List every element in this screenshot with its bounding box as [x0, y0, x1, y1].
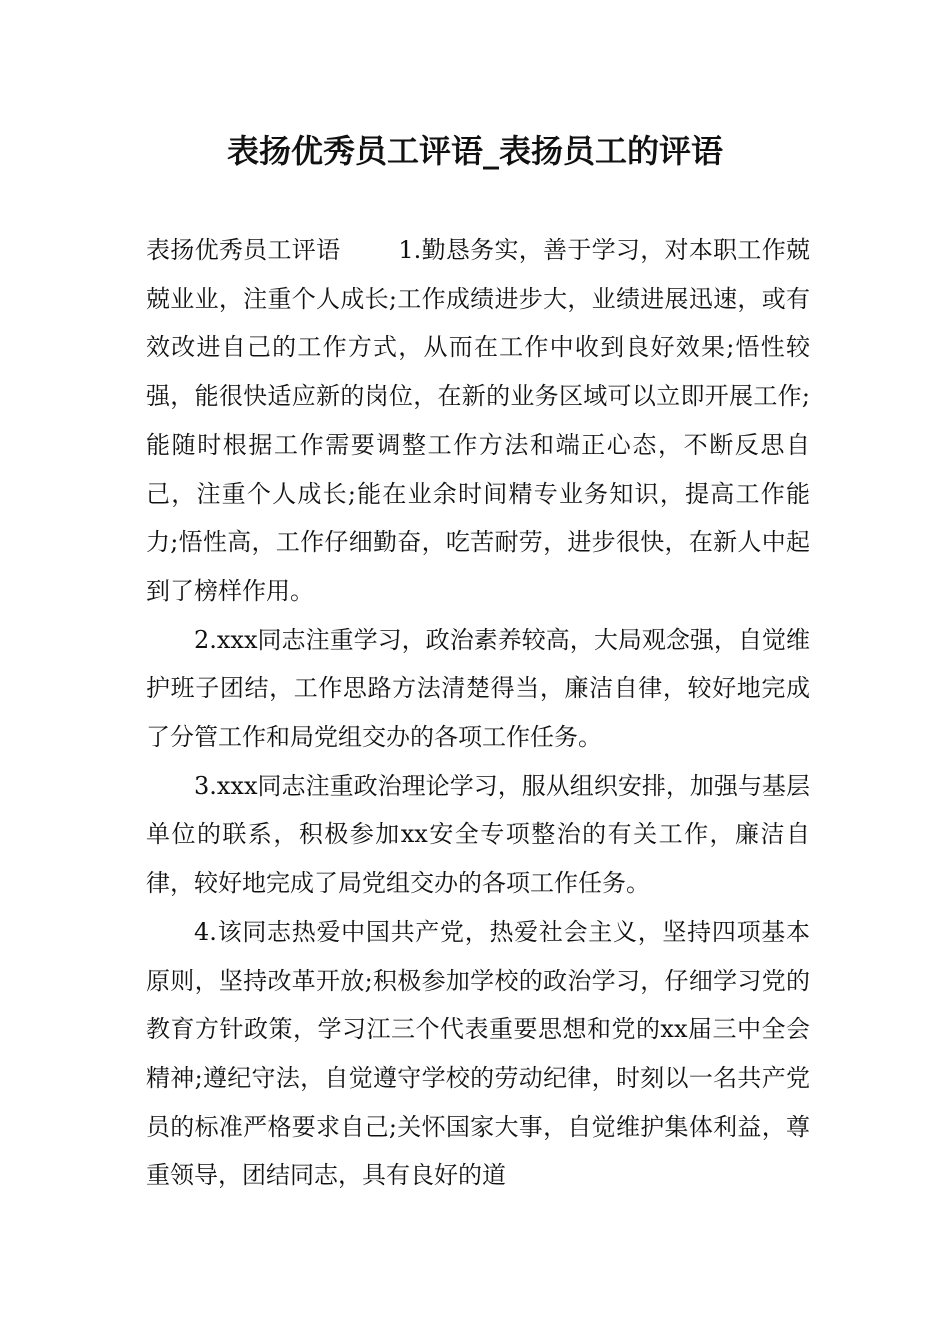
paragraph-1-text: 1.勤恳务实，善于学习，对本职工作兢兢业业，注重个人成长;工作成绩进步大，业绩进展迅速，或有效改进自己的工作方式，从而在工作中收到良好效果;悟性较强，能很快适应新的岗位，在新的业务区域可以立即开展工作;能随时根据工作需要调整工作方法和端正心态，不断反思自己，注重个人成长;能在业余时间精专业务知识，提高工作能力;悟性高，工作仔细勤奋，吃苦耐劳，进步很快，在新人中起到了榜样作用。 — [146, 236, 811, 605]
paragraph-4: 4.该同志热爱中国共产党，热爱社会主义，坚持四项基本原则，坚持改革开放;积极参加学校的政治学习，仔细学习党的教育方针政策，学习江三个代表重要思想和党的xx届三中全会精神;遵纪守法，自觉遵守学校的劳动纪律，时刻以一名共产党员的标准严格要求自己;关怀国家大事，自觉维护集体利益，尊重领导，团结同志，具有良好的道 — [146, 917, 810, 1190]
paragraph-1 — [146, 226, 810, 616]
paragraph-3: 3.xxx同志注重政治理论学习，服从组织安排，加强与基层单位的联系，积极参加xx安全专项整治的有关工作，廉洁自律，较好地完成了局党组交办的各项工作任务。 — [146, 771, 810, 898]
document-title: 表扬优秀员工评语_表扬员工的评语 — [226, 132, 723, 170]
paragraph-2: 2.xxx同志注重学习，政治素养较高，大局观念强，自觉维护班子团结，工作思路方法清楚得当，廉洁自律，较好地完成了分管工作和局党组交办的各项工作任务。 — [146, 625, 810, 752]
document-body — [146, 226, 810, 1200]
section-heading: 表扬优秀员工评语 — [146, 236, 341, 264]
